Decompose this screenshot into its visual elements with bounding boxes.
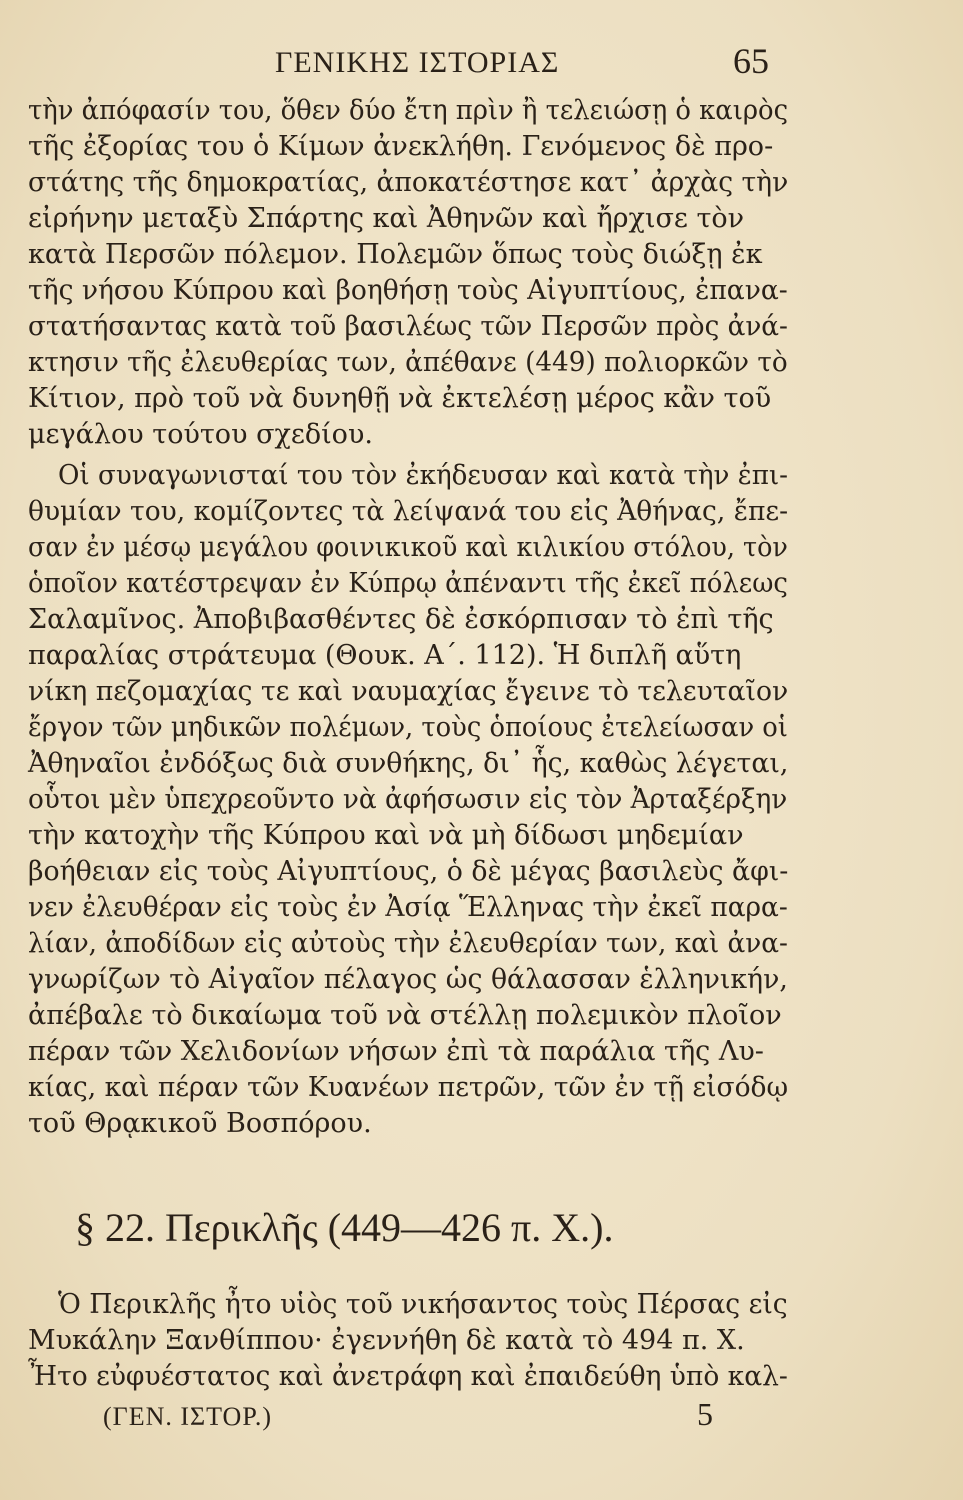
signature-number: 5 bbox=[697, 1396, 713, 1432]
page-footer bbox=[0, 1396, 963, 1442]
text-line: νίκη πεζομαχίας τε καὶ ναυμαχίας ἔγεινε τὸ τελευταῖον bbox=[28, 676, 789, 707]
text-line: παραλίας στράτευμα (Θουκ. Α΄. 112). Ἡ διπλῆ αὕτη bbox=[28, 640, 742, 671]
text-line: θυμίαν του, κομίζοντες τὰ λείψανά του εἰς Ἀθήνας, ἔπε- bbox=[28, 496, 789, 527]
text-line: κατὰ Περσῶν πόλεμον. Πολεμῶν ὅπως τοὺς διώξῃ ἐκ bbox=[28, 239, 763, 270]
text-line: Κίτιον, πρὸ τοῦ νὰ δυνηθῇ νὰ ἐκτελέσῃ μέρος κἂν τοῦ bbox=[28, 383, 772, 414]
text-line: νεν ἐλευθέραν εἰς τοὺς ἐν Ἀσίᾳ Ἕλληνας τὴν ἐκεῖ παρα- bbox=[28, 892, 788, 923]
text-line: ὁποῖον κατέστρεψαν ἐν Κύπρῳ ἀπέναντι τῆς ἐκεῖ πόλεως bbox=[28, 568, 788, 599]
text-line: εἰρήνην μεταξὺ Σπάρτης καὶ Ἀθηνῶν καὶ ἤρχισε τὸν bbox=[28, 203, 745, 234]
text-line: Σαλαμῖνος. Ἀποβιβασθέντες δὲ ἐσκόρπισαν τὸ ἐπὶ τῆς bbox=[28, 604, 774, 635]
paragraph-first-line: Οἱ συναγωνισταί του τὸν ἐκήδευσαν καὶ κατὰ τὴν ἐπι- bbox=[58, 460, 789, 491]
section-heading: § 22. Περικλῆς (449—426 π. Χ.). bbox=[75, 1205, 614, 1250]
text-line: σαν ἐν μέσῳ μεγάλου φοινικικοῦ καὶ κιλικίου στόλου, τὸν bbox=[28, 532, 788, 563]
text-line: πέραν τῶν Χελιδονίων νήσων ἐπὶ τὰ παράλια τῆς Λυ- bbox=[28, 1036, 764, 1067]
text-line: γνωρίζων τὸ Αἰγαῖον πέλαγος ὡς θάλασσαν ἑλληνικήν, bbox=[28, 964, 788, 995]
text-line: τοῦ Θρᾳκικοῦ Βοσπόρου. bbox=[28, 1108, 372, 1139]
text-line: λίαν, ἀποδίδων εἰς αὐτοὺς τὴν ἐλευθερίαν των, καὶ ἀνα- bbox=[28, 928, 788, 959]
text-line: τὴν ἀπόφασίν του, ὅθεν δύο ἔτη πρὶν ἢ τελειώσῃ ὁ καιρὸς bbox=[28, 95, 789, 126]
running-head bbox=[0, 40, 963, 84]
text-line: Μυκάλην Ξανθίππου· ἐγεννήθη δὲ κατὰ τὸ 494 π. Χ. bbox=[28, 1325, 745, 1356]
text-line: τῆς ἐξορίας του ὁ Κίμων ἀνεκλήθη. Γενόμενος δὲ προ- bbox=[28, 131, 774, 162]
text-line: στάτης τῆς δημοκρατίας, ἀποκατέστησε κατ᾽ ἀρχὰς τὴν bbox=[28, 167, 789, 198]
text-line: βοήθειαν εἰς τοὺς Αἰγυπτίους, ὁ δὲ μέγας βασιλεὺς ἄφι- bbox=[28, 856, 789, 887]
signature-mark: (ΓΕΝ. ΙΣΤΟΡ.) bbox=[103, 1402, 273, 1431]
text-line: τὴν κατοχὴν τῆς Κύπρου καὶ νὰ μὴ δίδωσι μηδεμίαν bbox=[28, 820, 744, 851]
text-line: ἔργον τῶν μηδικῶν πολέμων, τοὺς ὁποίους ἐτελείωσαν οἱ bbox=[28, 712, 788, 743]
text-line: οὗτοι μὲν ὑπεχρεοῦντο νὰ ἀφήσωσιν εἰς τὸν Ἀρταξέρξην bbox=[28, 784, 788, 815]
text-line: μεγάλου τούτου σχεδίου. bbox=[28, 419, 373, 450]
text-line: Ἀθηναῖοι ἐνδόξως διὰ συνθήκης, δι᾽ ἧς, καθὼς λέγεται, bbox=[28, 748, 789, 779]
paragraph-first-line: Ὁ Περικλῆς ἦτο υἱὸς τοῦ νικήσαντος τοὺς Πέρσας εἰς bbox=[58, 1289, 788, 1320]
text-line: ἀπέβαλε τὸ δικαίωμα τοῦ νὰ στέλλῃ πολεμικὸν πλοῖον bbox=[28, 1000, 782, 1031]
text-line: Ἦτο εὐφυέστατος καὶ ἀνετράφη καὶ ἐπαιδεύθη ὑπὸ καλ- bbox=[28, 1361, 788, 1392]
text-line: κτησιν τῆς ἐλευθερίας των, ἀπέθανε (449) πολιορκῶν τὸ bbox=[28, 347, 788, 378]
text-line: στατήσαντας κατὰ τοῦ βασιλέως τῶν Περσῶν πρὸς ἀνά- bbox=[28, 311, 788, 342]
running-title: ΓΕΝΙΚΗΣ ΙΣΤΟΡΙΑΣ bbox=[275, 46, 560, 79]
text-line: τῆς νήσου Κύπρου καὶ βοηθήσῃ τοὺς Αἰγυπτίους, ἐπανα- bbox=[28, 275, 788, 306]
text-line: κίας, καὶ πέραν τῶν Κυανέων πετρῶν, τῶν ἐν τῇ εἰσόδῳ bbox=[28, 1072, 789, 1103]
page-number: 65 bbox=[733, 41, 769, 81]
